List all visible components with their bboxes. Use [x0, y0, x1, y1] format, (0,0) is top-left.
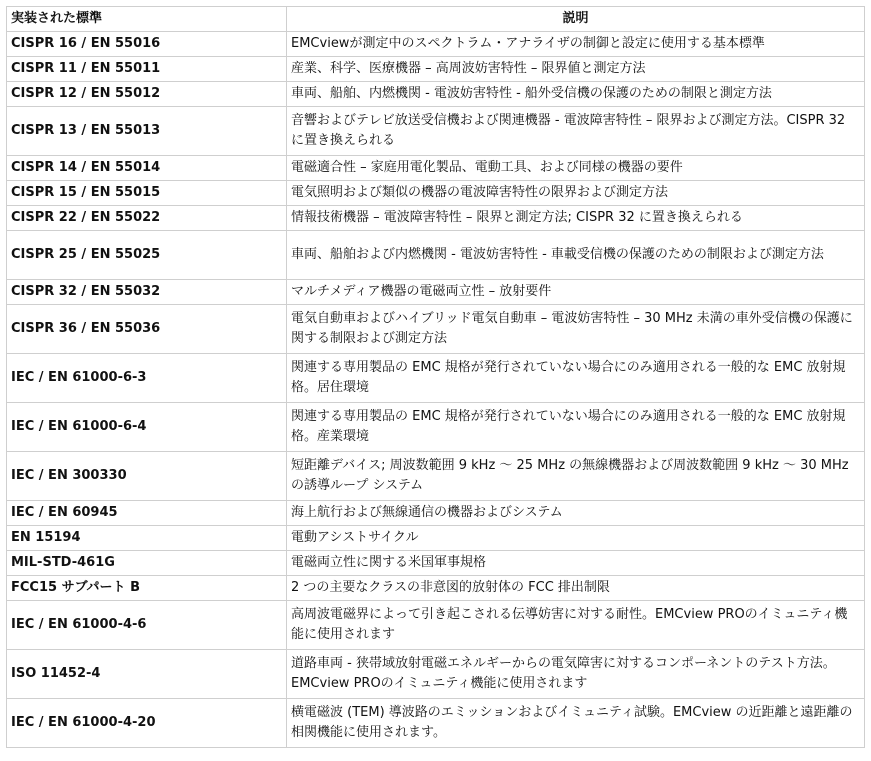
- standard-description: 短距離デバイス; 周波数範囲 9 kHz ～ 25 MHz の無線機器および周波数範囲 9 kHz ～ 30 MHz の誘導ループ システム: [287, 452, 865, 501]
- table-row: [7, 82, 865, 107]
- table-row: [7, 156, 865, 181]
- standard-name: CISPR 11 / EN 55011: [7, 57, 287, 82]
- standard-name: CISPR 12 / EN 55012: [7, 82, 287, 107]
- standard-description: 産業、科学、医療機器 – 高周波妨害特性 – 限界値と測定方法: [287, 57, 865, 82]
- table-row: [7, 32, 865, 57]
- standard-name: EN 15194: [7, 526, 287, 551]
- standard-name: IEC / EN 60945: [7, 501, 287, 526]
- header-description: 説明: [287, 7, 865, 32]
- standard-name: CISPR 16 / EN 55016: [7, 32, 287, 57]
- standard-description: 電気照明および類似の機器の電波障害特性の限界および測定方法: [287, 181, 865, 206]
- standards-table-container: [6, 6, 864, 748]
- table-row: [7, 452, 865, 501]
- table-row: [7, 280, 865, 305]
- standard-description: 横電磁波 (TEM) 導波路のエミッションおよびイミュニティ試験。EMCview の近距離と遠距離の相関機能に使用されます。: [287, 699, 865, 748]
- standard-description: 海上航行および無線通信の機器およびシステム: [287, 501, 865, 526]
- standard-name: MIL-STD-461G: [7, 551, 287, 576]
- standard-description: 道路車両 - 狭帯域放射電磁エネルギーからの電気障害に対するコンポーネントのテスト方法。EMCview PROのイミュニティ機能に使用されます: [287, 650, 865, 699]
- standard-description: 電気自動車およびハイブリッド電気自動車 – 電波妨害特性 – 30 MHz 未満の車外受信機の保護に関する制限および測定方法: [287, 305, 865, 354]
- standards-table: [6, 6, 865, 748]
- standard-name: IEC / EN 61000-4-20: [7, 699, 287, 748]
- standard-description: 電磁両立性に関する米国軍事規格: [287, 551, 865, 576]
- table-row: [7, 181, 865, 206]
- standard-description: 車両、船舶、内燃機関 - 電波妨害特性 - 船外受信機の保護のための制限と測定方法: [287, 82, 865, 107]
- table-row: [7, 551, 865, 576]
- standard-name: CISPR 25 / EN 55025: [7, 231, 287, 280]
- table-row: [7, 601, 865, 650]
- table-row: [7, 403, 865, 452]
- header-standard: 実装された標準: [7, 7, 287, 32]
- standard-name: FCC15 サブパート B: [7, 576, 287, 601]
- standard-description: 車両、船舶および内燃機関 - 電波妨害特性 - 車載受信機の保護のための制限および測定方法: [287, 231, 865, 280]
- standard-description: EMCviewが測定中のスペクトラム・アナライザの制御と設定に使用する基本標準: [287, 32, 865, 57]
- standard-name: ISO 11452-4: [7, 650, 287, 699]
- standard-name: IEC / EN 61000-6-4: [7, 403, 287, 452]
- standard-name: IEC / EN 61000-4-6: [7, 601, 287, 650]
- standard-description: 関連する専用製品の EMC 規格が発行されていない場合にのみ適用される一般的な EMC 放射規格。居住環境: [287, 354, 865, 403]
- standard-description: 電磁適合性 – 家庭用電化製品、電動工具、および同様の機器の要件: [287, 156, 865, 181]
- table-row: [7, 354, 865, 403]
- standard-name: CISPR 36 / EN 55036: [7, 305, 287, 354]
- table-row: [7, 699, 865, 748]
- table-row: [7, 107, 865, 156]
- standard-description: 高周波電磁界によって引き起こされる伝導妨害に対する耐性。EMCview PROのイミュニティ機能に使用されます: [287, 601, 865, 650]
- standard-name: IEC / EN 61000-6-3: [7, 354, 287, 403]
- standard-description: 音響およびテレビ放送受信機および関連機器 - 電波障害特性 – 限界および測定方法。CISPR 32 に置き換えられる: [287, 107, 865, 156]
- table-row: [7, 501, 865, 526]
- standard-description: 情報技術機器 – 電波障害特性 – 限界と測定方法; CISPR 32 に置き換えられる: [287, 206, 865, 231]
- table-header-row: [7, 7, 865, 32]
- standard-name: CISPR 22 / EN 55022: [7, 206, 287, 231]
- table-row: [7, 305, 865, 354]
- standard-name: CISPR 15 / EN 55015: [7, 181, 287, 206]
- standard-description: 電動アシストサイクル: [287, 526, 865, 551]
- table-row: [7, 650, 865, 699]
- standard-description: マルチメディア機器の電磁両立性 – 放射要件: [287, 280, 865, 305]
- standard-description: 2 つの主要なクラスの非意図的放射体の FCC 排出制限: [287, 576, 865, 601]
- table-row: [7, 526, 865, 551]
- table-row: [7, 576, 865, 601]
- table-row: [7, 206, 865, 231]
- table-row: [7, 231, 865, 280]
- standard-name: CISPR 32 / EN 55032: [7, 280, 287, 305]
- standard-name: CISPR 14 / EN 55014: [7, 156, 287, 181]
- standard-name: CISPR 13 / EN 55013: [7, 107, 287, 156]
- table-row: [7, 57, 865, 82]
- standard-description: 関連する専用製品の EMC 規格が発行されていない場合にのみ適用される一般的な EMC 放射規格。産業環境: [287, 403, 865, 452]
- standard-name: IEC / EN 300330: [7, 452, 287, 501]
